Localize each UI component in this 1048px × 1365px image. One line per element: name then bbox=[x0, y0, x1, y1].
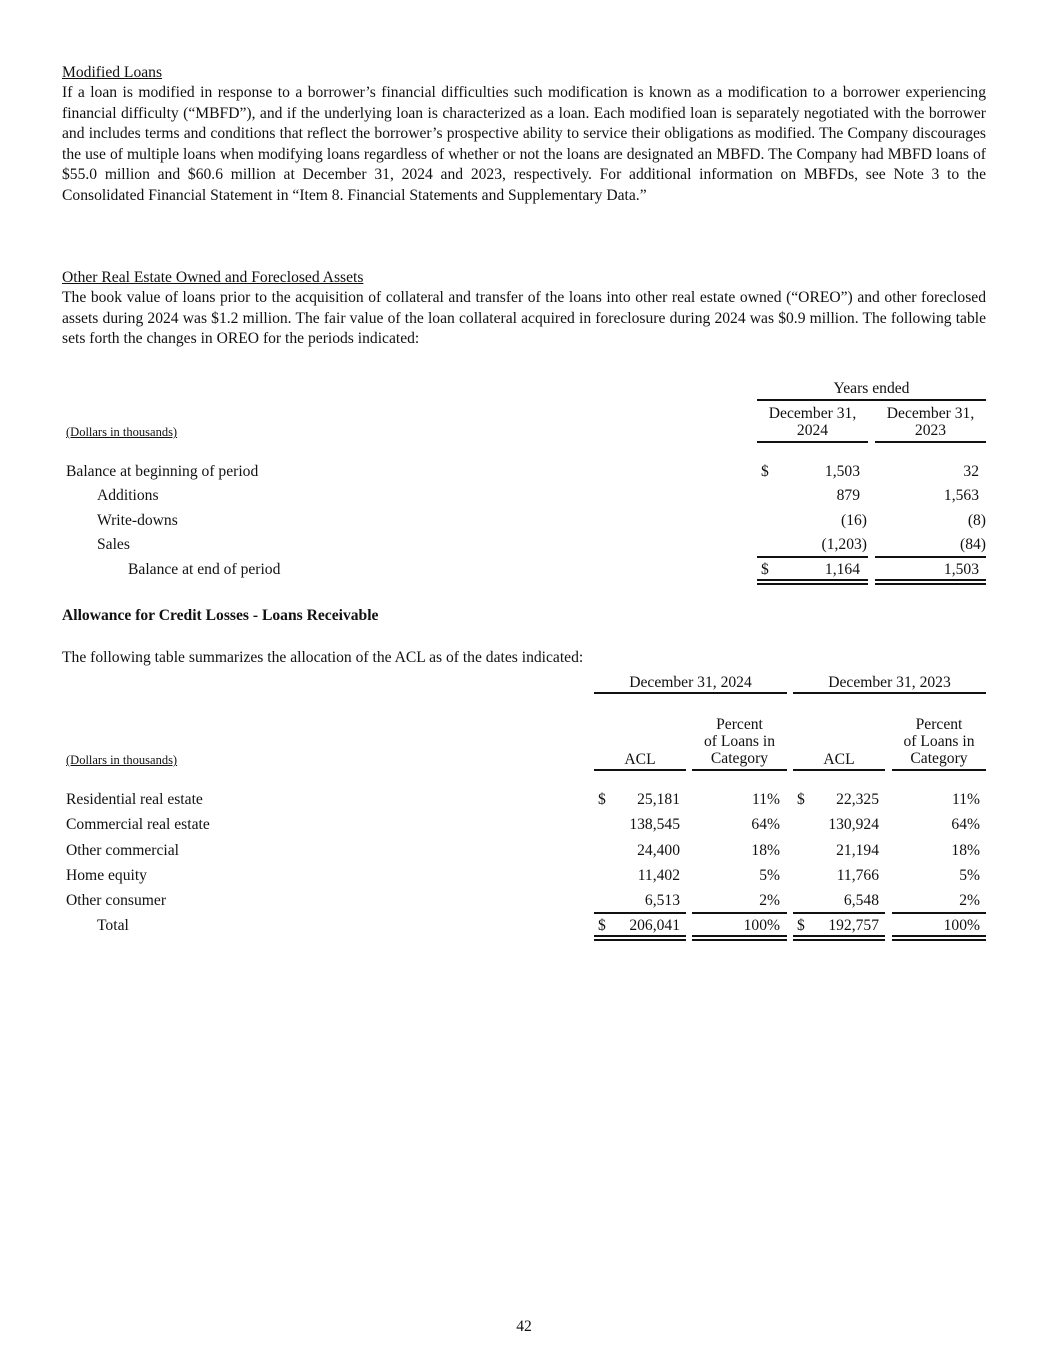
row-label: Home equity bbox=[66, 867, 147, 884]
acl-value-2024: 24,400 bbox=[637, 842, 680, 859]
acl-total-double-rule bbox=[692, 935, 787, 941]
acl-value-2024: 138,545 bbox=[629, 816, 680, 833]
acl-units-label: (Dollars in thousands) bbox=[66, 753, 178, 767]
acl-subtotal-rule bbox=[892, 912, 986, 914]
row-label: Write-downs bbox=[97, 512, 178, 529]
acl-total-double-rule bbox=[594, 935, 686, 941]
pct-header-line: Category bbox=[710, 750, 769, 767]
total-double-rule-2023 bbox=[875, 579, 986, 585]
acl-subtotal-rule bbox=[692, 912, 787, 914]
oreo-group-rule bbox=[757, 399, 986, 401]
oreo-col-rule-2023 bbox=[875, 441, 986, 443]
oreo-paragraph: The book value of loans prior to the acquisition of collateral and transfer of the loans into other real estate owned (“OREO”) and other foreclosed assets during 2024 was $1.2 million. The fair value of the loan collateral acquired in foreclosure during 2024 was $0.9 million. The following table sets forth the changes in OREO for the periods indicated: bbox=[62, 289, 986, 347]
oreo-col-header-2024-line1: December 31, bbox=[768, 405, 857, 422]
acl-value-2024: 11,402 bbox=[637, 867, 680, 884]
row-label: Sales bbox=[97, 536, 130, 553]
value-2024: 1,164 bbox=[824, 561, 860, 578]
oreo-col-header-2023-line1: December 31, bbox=[886, 405, 975, 422]
acl-col-rule bbox=[892, 769, 986, 771]
oreo-col-header-2024 bbox=[757, 405, 868, 439]
pct-value-2024: 64% bbox=[751, 816, 780, 833]
value-2023: (84) bbox=[960, 536, 986, 553]
dollar-sign-2023: $ bbox=[797, 917, 805, 934]
pct-value-2023: 64% bbox=[951, 816, 980, 833]
acl-total-double-rule bbox=[892, 935, 986, 941]
pct-header-line: Percent bbox=[716, 716, 763, 733]
dollar-sign: $ bbox=[761, 463, 769, 480]
oreo-group-header: Years ended bbox=[833, 380, 910, 397]
row-label: Other consumer bbox=[66, 892, 167, 909]
subtotal-rule-2024 bbox=[757, 556, 868, 558]
pct-header-line: Percent bbox=[915, 716, 963, 733]
acl-col-acl-2023: ACL bbox=[823, 751, 855, 768]
oreo-heading: Other Real Estate Owned and Foreclosed Assets bbox=[62, 269, 364, 286]
value-2024: 1,503 bbox=[824, 463, 860, 480]
acl-value-2023: 6,548 bbox=[843, 892, 879, 909]
acl-value-2024: 206,041 bbox=[629, 917, 680, 934]
acl-intro: The following table summarizes the allocation of the ACL as of the dates indicated: bbox=[62, 649, 584, 666]
dollar-sign: $ bbox=[761, 561, 769, 578]
row-label: Additions bbox=[97, 487, 159, 504]
acl-col-rule bbox=[793, 769, 885, 771]
acl-period-header-2024: December 31, 2024 bbox=[629, 674, 752, 691]
pct-value-2024: 18% bbox=[751, 842, 780, 859]
oreo-col-rule-2024 bbox=[757, 441, 868, 443]
acl-period-rule-2023 bbox=[793, 692, 986, 694]
pct-value-2023: 18% bbox=[951, 842, 980, 859]
acl-subtotal-rule bbox=[594, 912, 686, 914]
dollar-sign-2024: $ bbox=[598, 917, 606, 934]
acl-heading: Allowance for Credit Losses - Loans Receivable bbox=[62, 607, 379, 624]
pct-header-line: Category bbox=[910, 750, 968, 767]
value-2023: (8) bbox=[967, 512, 986, 529]
oreo-units-label: (Dollars in thousands) bbox=[66, 425, 178, 439]
pct-value-2024: 100% bbox=[743, 917, 780, 934]
value-2023: 32 bbox=[963, 463, 979, 480]
row-label: Total bbox=[97, 917, 129, 934]
subtotal-rule-2023 bbox=[875, 556, 986, 558]
oreo-col-header-2024-line2: 2024 bbox=[796, 422, 829, 439]
acl-value-2023: 192,757 bbox=[828, 917, 879, 934]
row-label: Balance at end of period bbox=[128, 561, 281, 578]
acl-col-pct-2024 bbox=[692, 716, 787, 767]
row-label: Balance at beginning of period bbox=[66, 463, 259, 480]
acl-period-header-2023: December 31, 2023 bbox=[828, 674, 951, 691]
acl-col-acl-2024: ACL bbox=[624, 751, 656, 768]
value-2023: 1,563 bbox=[943, 487, 979, 504]
row-label: Other commercial bbox=[66, 842, 180, 859]
acl-col-rule bbox=[594, 769, 686, 771]
acl-period-rule-2024 bbox=[594, 692, 787, 694]
acl-value-2023: 130,924 bbox=[828, 816, 879, 833]
row-label: Commercial real estate bbox=[66, 816, 210, 833]
acl-value-2023: 11,766 bbox=[836, 867, 879, 884]
value-2024: (1,203) bbox=[821, 536, 867, 553]
acl-value-2023: 22,325 bbox=[836, 791, 879, 808]
acl-subtotal-rule bbox=[793, 912, 885, 914]
pct-value-2024: 2% bbox=[759, 892, 780, 909]
acl-col-pct-2023 bbox=[892, 716, 986, 767]
acl-value-2024: 25,181 bbox=[637, 791, 680, 808]
row-label: Residential real estate bbox=[66, 791, 203, 808]
pct-header-line: of Loans in bbox=[903, 733, 975, 750]
value-2024: (16) bbox=[841, 512, 867, 529]
acl-col-rule bbox=[692, 769, 787, 771]
oreo-col-header-2023 bbox=[875, 405, 986, 439]
acl-value-2024: 6,513 bbox=[644, 892, 680, 909]
modified-loans-paragraph: If a loan is modified in response to a borrower’s financial difficulties such modification is known as a modification to a borrower experiencing financial difficulty (“MBFD”), and if the underlying loan is characterized as a loan. Each modified loan is separately negotiated with the borrower and includes terms and conditions that reflect the borrower’s prospective ability to service their obligations as modified. The Company discourages the use of multiple loans when modifying loans regardless of whether or not the loans are designated an MBFD. The Company had MBFD loans of $55.0 million and $60.6 million at December 31, 2024 and 2023, respectively. For additional information on MBFDs, see Note 3 to the Consolidated Financial Statement in “Item 8. Financial Statements and Supplementary Data.” bbox=[62, 84, 986, 204]
pct-value-2023: 100% bbox=[943, 917, 980, 934]
pct-value-2024: 11% bbox=[751, 791, 780, 808]
value-2024: 879 bbox=[836, 487, 860, 504]
pct-value-2023: 11% bbox=[951, 791, 980, 808]
pct-value-2024: 5% bbox=[759, 867, 780, 884]
acl-total-double-rule bbox=[793, 935, 885, 941]
pct-header-line: of Loans in bbox=[703, 733, 776, 750]
value-2023: 1,503 bbox=[943, 561, 979, 578]
total-double-rule-2024 bbox=[757, 579, 868, 585]
acl-value-2023: 21,194 bbox=[836, 842, 879, 859]
dollar-sign-2024: $ bbox=[598, 791, 606, 808]
modified-loans-heading: Modified Loans bbox=[62, 64, 163, 81]
dollar-sign-2023: $ bbox=[797, 791, 805, 808]
pct-value-2023: 5% bbox=[959, 867, 980, 884]
pct-value-2023: 2% bbox=[959, 892, 980, 909]
page-number: 42 bbox=[516, 1318, 532, 1335]
oreo-col-header-2023-line2: 2023 bbox=[914, 422, 947, 439]
